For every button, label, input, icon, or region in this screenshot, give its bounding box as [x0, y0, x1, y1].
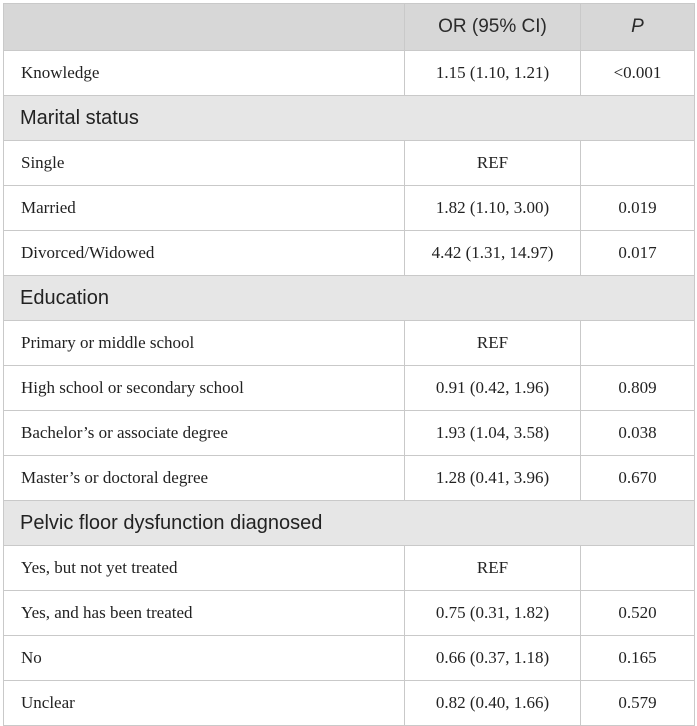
odds-ratio-cell: 1.15 (1.10, 1.21)	[405, 51, 581, 96]
odds-ratio-cell: REF	[405, 141, 581, 186]
p-value-cell: 0.520	[581, 591, 695, 636]
variable-cell: No	[4, 636, 405, 681]
variable-cell: Yes, but not yet treated	[4, 546, 405, 591]
variable-cell: Unclear	[4, 681, 405, 726]
results-table	[3, 3, 695, 726]
table-row	[4, 411, 695, 456]
odds-ratio-cell: 0.91 (0.42, 1.96)	[405, 366, 581, 411]
p-value-cell: 0.579	[581, 681, 695, 726]
table-row	[4, 681, 695, 726]
variable-cell: Married	[4, 186, 405, 231]
odds-ratio-cell: 0.75 (0.31, 1.82)	[405, 591, 581, 636]
variable-cell: Yes, and has been treated	[4, 591, 405, 636]
odds-ratio-cell: 0.66 (0.37, 1.18)	[405, 636, 581, 681]
section-header-row	[4, 276, 695, 321]
variable-cell: Divorced/Widowed	[4, 231, 405, 276]
p-value-cell	[581, 546, 695, 591]
p-value-cell: 0.809	[581, 366, 695, 411]
table-row	[4, 186, 695, 231]
header-p-value: P	[581, 4, 695, 51]
table-row	[4, 456, 695, 501]
header-odds-ratio: OR (95% CI)	[405, 4, 581, 51]
odds-ratio-cell: 1.93 (1.04, 3.58)	[405, 411, 581, 456]
p-value-cell: 0.017	[581, 231, 695, 276]
odds-ratio-cell: 0.82 (0.40, 1.66)	[405, 681, 581, 726]
header-variable	[4, 4, 405, 51]
table-body	[4, 51, 695, 726]
table-row	[4, 51, 695, 96]
variable-cell: Master’s or doctoral degree	[4, 456, 405, 501]
table-row	[4, 231, 695, 276]
section-label: Pelvic floor dysfunction diagnosed	[4, 501, 695, 546]
variable-cell: Primary or middle school	[4, 321, 405, 366]
p-value-cell: 0.019	[581, 186, 695, 231]
section-header-row	[4, 96, 695, 141]
odds-ratio-cell: REF	[405, 546, 581, 591]
variable-cell: High school or secondary school	[4, 366, 405, 411]
table-row	[4, 366, 695, 411]
section-label: Education	[4, 276, 695, 321]
odds-ratio-cell: REF	[405, 321, 581, 366]
section-header-row	[4, 501, 695, 546]
table-row	[4, 141, 695, 186]
p-value-cell	[581, 321, 695, 366]
odds-ratio-cell: 1.82 (1.10, 3.00)	[405, 186, 581, 231]
variable-cell: Single	[4, 141, 405, 186]
table-row	[4, 636, 695, 681]
p-value-cell	[581, 141, 695, 186]
section-label: Marital status	[4, 96, 695, 141]
odds-ratio-cell: 1.28 (0.41, 3.96)	[405, 456, 581, 501]
header-row	[4, 4, 695, 51]
table-row	[4, 546, 695, 591]
table-header	[4, 4, 695, 51]
p-value-cell: 0.038	[581, 411, 695, 456]
odds-ratio-cell: 4.42 (1.31, 14.97)	[405, 231, 581, 276]
variable-cell: Knowledge	[4, 51, 405, 96]
p-value-cell: <0.001	[581, 51, 695, 96]
table-row	[4, 321, 695, 366]
p-value-cell: 0.165	[581, 636, 695, 681]
p-value-cell: 0.670	[581, 456, 695, 501]
variable-cell: Bachelor’s or associate degree	[4, 411, 405, 456]
table-row	[4, 591, 695, 636]
